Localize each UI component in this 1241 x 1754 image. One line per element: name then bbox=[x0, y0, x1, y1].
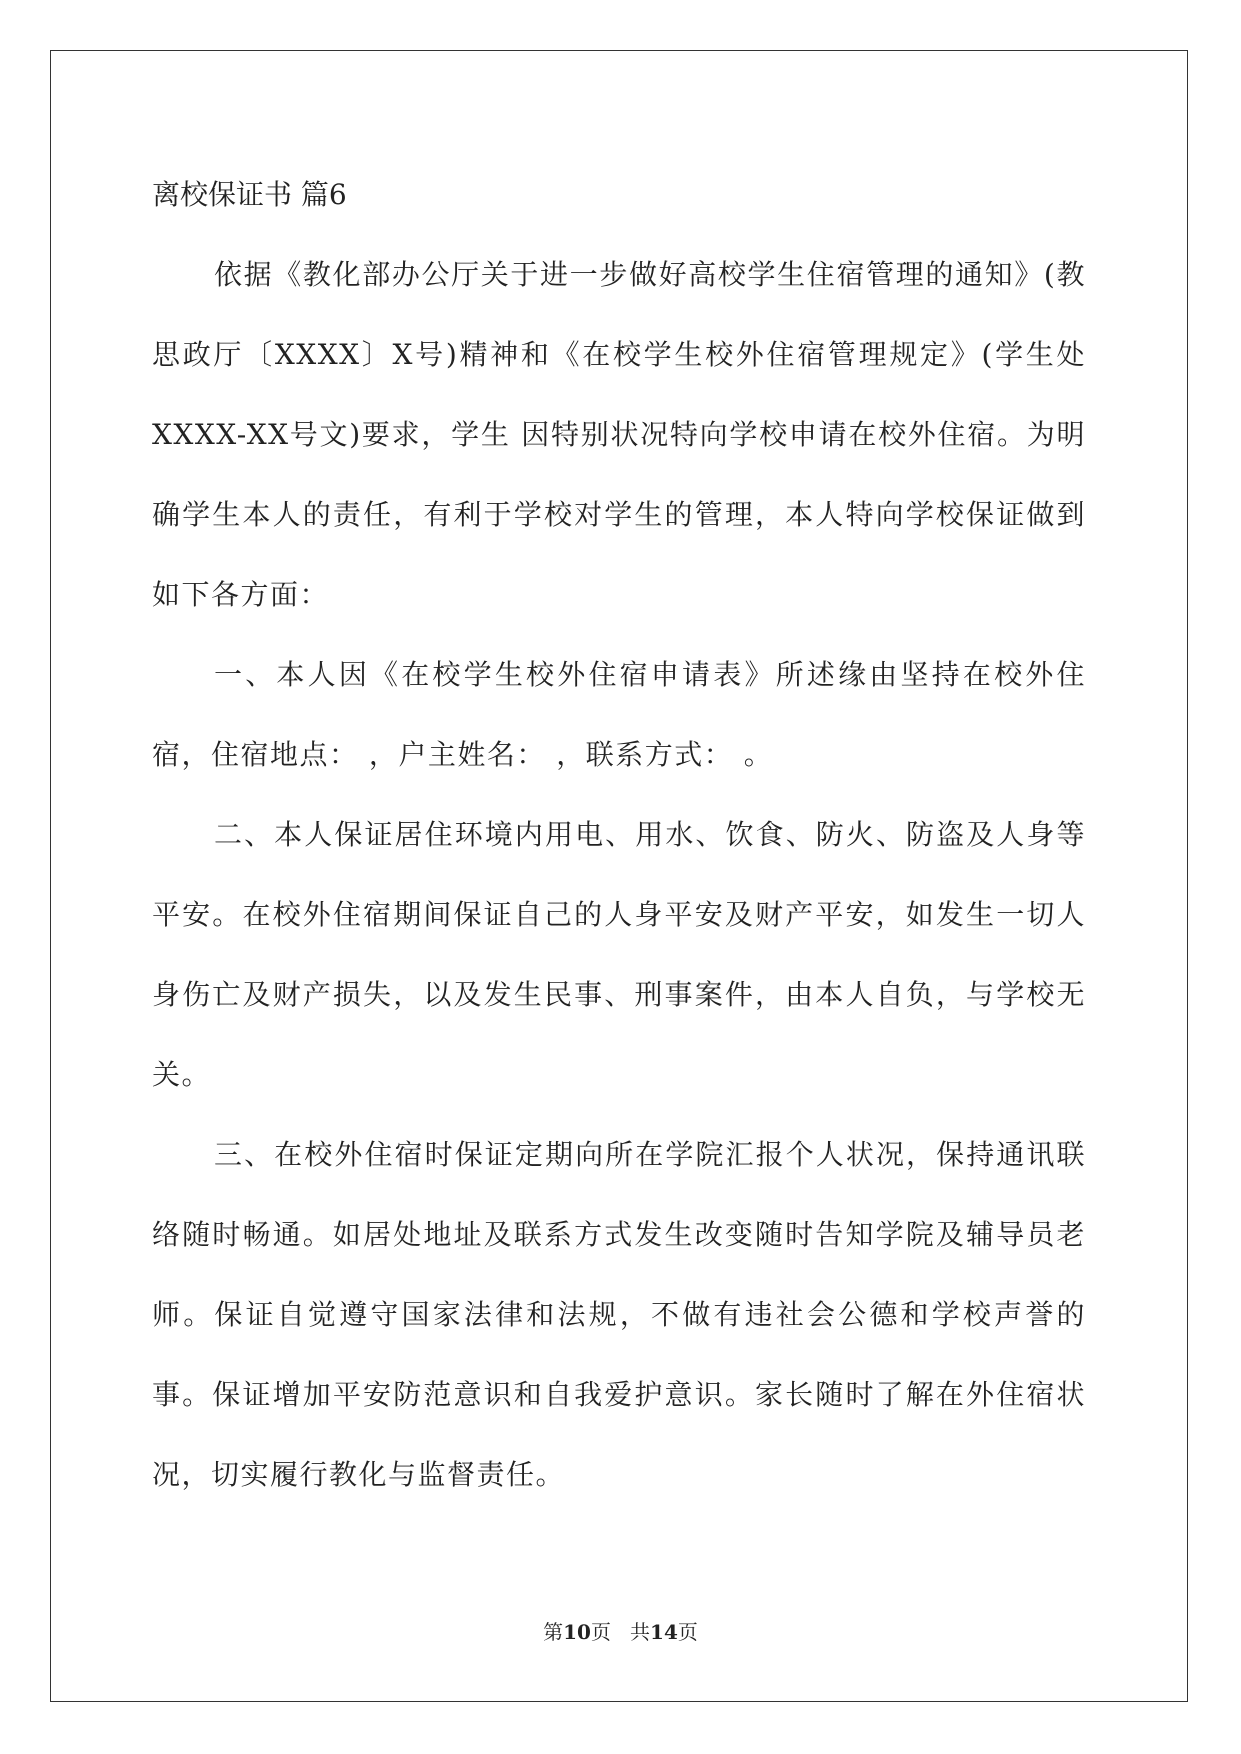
paragraph-item-3: 三、在校外住宿时保证定期向所在学院汇报个人状况，保持通讯联络随时畅通。如居处地址及联系方式发生改变随时告知学院及辅导员老师。保证自觉遵守国家法律和法规，不做有违社会公德和学校声誉的事。保证增加平安防范意识和自我爱护意识。家长随时了解在外住宿状况，切实履行教化与监督责任。 bbox=[152, 1138, 1086, 1491]
paragraph-intro: 依据《教化部办公厅关于进一步做好高校学生住宿管理的通知》(教思政厅〔XXXX〕X号)精神和《在校学生校外住宿管理规定》(学生处XXXX-XX号文)要求，学生 因特别状况特向学校申请在校外住宿。为明确学生本人的责任，有利于学校对学生的管理，本人特向学校保证做到如下各方面： bbox=[152, 258, 1086, 611]
total-pages-number: 14 bbox=[650, 1620, 678, 1644]
paragraph-item-2: 二、本人保证居住环境内用电、用水、饮食、防火、防盗及人身等平安。在校外住宿期间保证自己的人身平安及财产平安，如发生一切人身伤亡及财产损失，以及发生民事、刑事案件，由本人自负，与学校无关。 bbox=[152, 818, 1086, 1091]
footer-total-suffix: 页 bbox=[677, 1620, 698, 1644]
document-body bbox=[152, 155, 1086, 1515]
footer-prefix: 第 bbox=[543, 1620, 564, 1644]
current-page-number: 10 bbox=[563, 1620, 591, 1644]
document-title: 离校保证书 篇6 bbox=[152, 178, 347, 211]
paragraph-item-1: 一、本人因《在校学生校外住宿申请表》所述缘由坚持在校外住宿，住宿地点： ，户主姓名： ，联系方式： 。 bbox=[152, 658, 1086, 771]
page-footer bbox=[0, 1616, 1241, 1645]
footer-total-prefix: 共 bbox=[630, 1620, 651, 1644]
footer-page-suffix: 页 bbox=[590, 1620, 611, 1644]
